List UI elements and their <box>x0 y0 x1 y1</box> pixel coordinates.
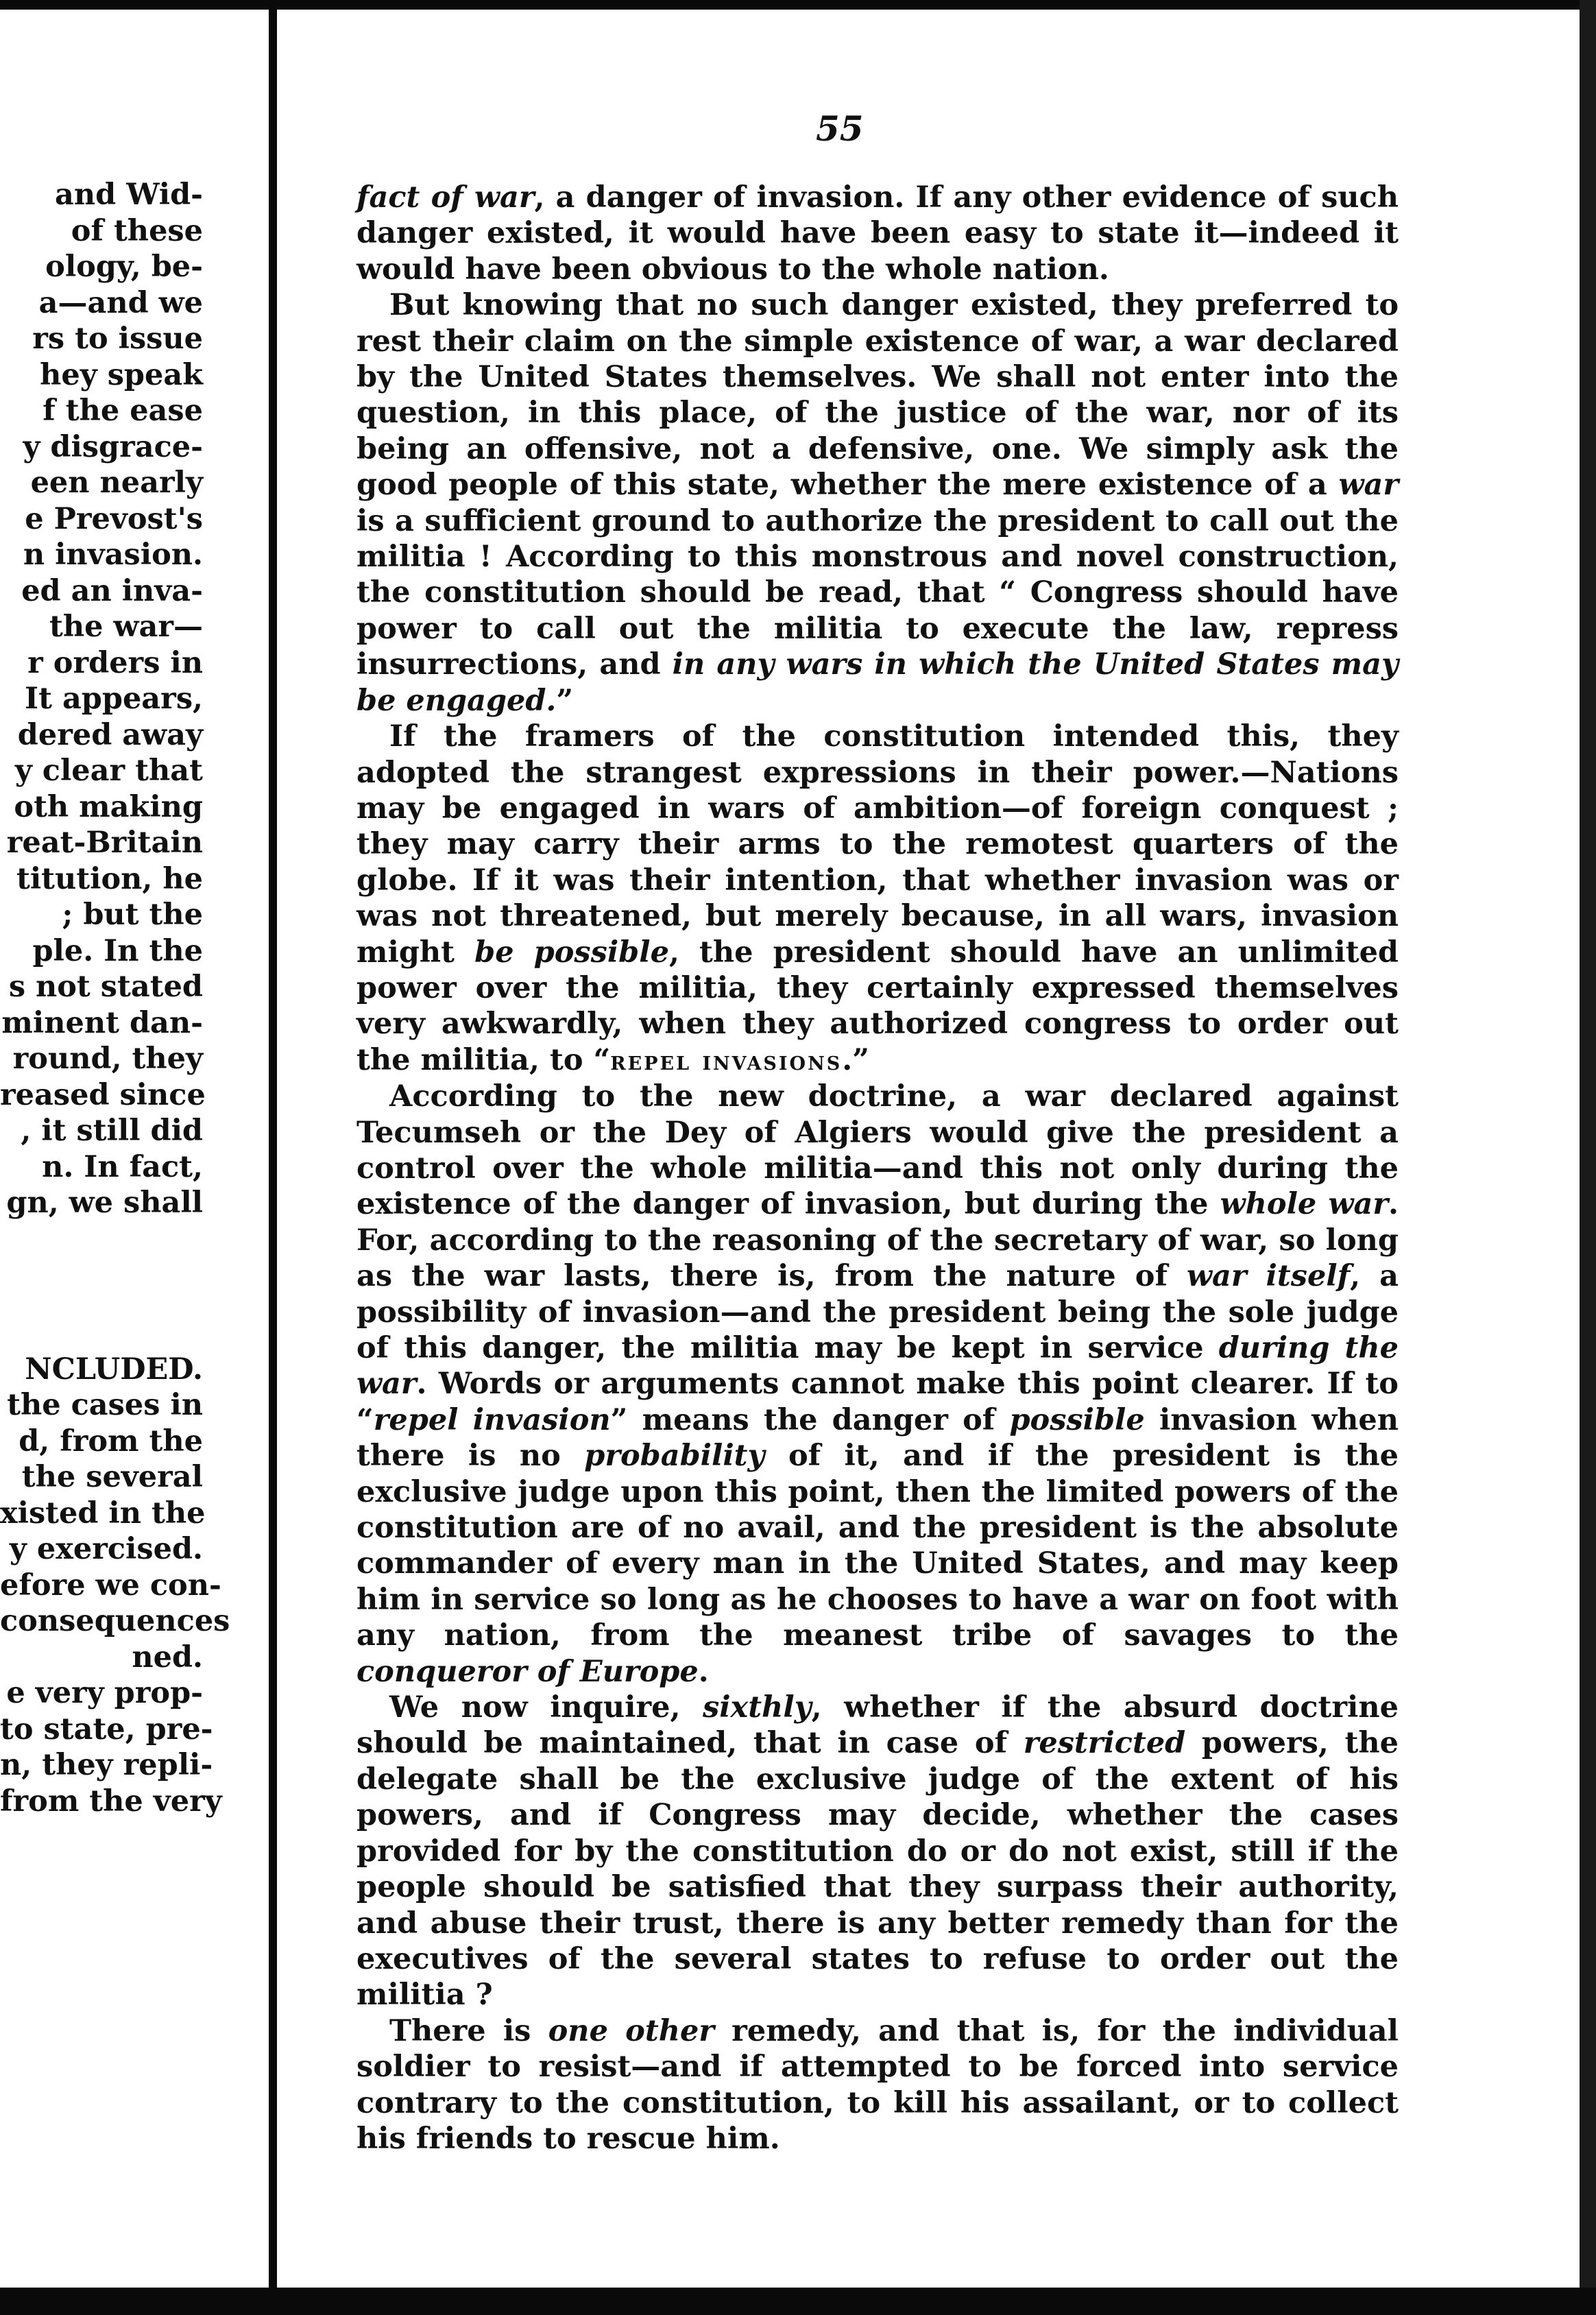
text-run: powers, the delegate shall be the exclusive judge of the extent of his powers, and if Congress may decide, whether the cases provided for by the constitution do or do not exist, still if the people should be satisfied that they surpass their authority, and abuse their trust, there is any better remedy than for the executives of the several states to refuse to order out the militia ? <box>356 1726 1399 2013</box>
page-body <box>356 180 1399 2157</box>
italic-phrase: probability <box>584 1439 765 1474</box>
scan-border-bottom <box>0 2288 1596 2315</box>
facing-page-line: of these <box>71 213 203 248</box>
paragraph-p3 <box>356 719 1399 1079</box>
facing-page-line: e very prop- <box>6 1676 203 1710</box>
facing-page-line: ology, be- <box>45 250 203 284</box>
facing-page-line: from the very <box>0 1784 222 1819</box>
italic-phrase: whole war <box>1220 1187 1389 1222</box>
facing-page-line: y exercised. <box>9 1532 203 1566</box>
paragraph-p6 <box>356 2013 1399 2157</box>
italic-phrase: restricted <box>1023 1726 1186 1761</box>
italic-phrase: during the war <box>356 1331 1399 1402</box>
facing-page-line: gn, we shall <box>6 1186 203 1220</box>
facing-page-line: minent dan- <box>1 1005 203 1040</box>
italic-phrase: war itself <box>1186 1259 1351 1294</box>
facing-page-line: reased since <box>0 1077 206 1112</box>
text-run: , the president should have an unlimited power over the militia, they certainly expressed themselves very awkwardly, when they authorized congress to order out the militia, to “ <box>356 935 1399 1077</box>
facing-page-line: , it still did <box>21 1114 203 1148</box>
facing-page-line: een nearly <box>30 466 203 500</box>
facing-page-line: y clear that <box>14 754 203 788</box>
text-run: , a danger of invasion. If any other evidence of such danger existed, it would have been easy to state it—indeed it would have been obvious to the whole nation. <box>356 180 1399 287</box>
text-run: ” <box>556 683 574 718</box>
facing-page-line: ned. <box>132 1640 203 1675</box>
page-edge-right <box>1580 0 1596 2288</box>
facing-page-line: ; but the <box>62 898 203 932</box>
facing-page-line: s not stated <box>8 970 203 1004</box>
facing-page-line: dered away <box>17 717 203 752</box>
paragraph-p2 <box>356 287 1399 719</box>
page-number: 55 <box>816 108 864 149</box>
facing-page-line: a—and we <box>38 285 203 320</box>
text-run: remedy, and that is, for the individual soldier to resist—and if attempted to be forced into service contrary to the constitution, to kill his assailant, or to collect his friends to rescue him. <box>356 2013 1399 2156</box>
book-gutter <box>269 0 277 2288</box>
italic-phrase: be possible <box>474 935 669 970</box>
facing-page-line: f the ease <box>43 394 203 428</box>
text-run: invasion when there is no <box>356 1402 1399 1474</box>
text-run: ” means the danger of <box>610 1402 1010 1437</box>
facing-page-fragment <box>0 177 267 1819</box>
paragraph-p4 <box>356 1079 1399 1690</box>
facing-page-line: n. In fact, <box>42 1149 203 1184</box>
facing-page-line: xisted in the <box>0 1496 206 1531</box>
text-run: , whether if the absurd doctrine should be maintained, that in case of <box>356 1690 1399 1761</box>
text-run: is a sufficient ground to authorize the president to call out the militia ! According to this monstrous and novel construction, the constitution should be read, that “ Congress should have power to call out the militia to execute the law, repress insurrections, and <box>356 503 1399 682</box>
text-run: According to the new doctrine, a war declared against Tecumseh or the Dey of Algiers would give the president a control over the whole militia—and this not only during the existence of the danger of invasion, but during the <box>356 1079 1399 1222</box>
facing-page-line: It appears, <box>25 682 203 716</box>
text-run: of it, and if the president is the exclusive judge upon this point, then the limited powers of the constitution are of no avail, and the president is the absolute commander of every man in the United States, and may keep him in service so long as he chooses to have a war on foot with any nation, from the meanest tribe of savages to the <box>356 1439 1399 1653</box>
facing-page-line: to state, pre- <box>0 1712 213 1747</box>
facing-page-line: n, they repli- <box>0 1748 213 1782</box>
scan-border-top <box>0 0 1596 10</box>
text-run: . Words or arguments cannot make this point clearer. If to “ <box>356 1367 1399 1437</box>
facing-page-line: the cases in <box>7 1388 203 1422</box>
facing-page-line: e Prevost's <box>25 501 203 536</box>
facing-page-line: y disgrace- <box>23 429 203 464</box>
facing-page-line: ple. In the <box>32 933 203 968</box>
facing-page-line: round, they <box>12 1042 203 1076</box>
facing-page-line: r orders in <box>27 645 203 680</box>
facing-page-line: ed an inva- <box>21 573 203 608</box>
paragraph-p1 <box>356 180 1399 287</box>
text-run: We now inquire, <box>389 1690 703 1725</box>
facing-page-line: the war— <box>49 610 203 644</box>
facing-page-line: and Wid- <box>55 178 203 212</box>
italic-phrase: one other <box>548 2013 714 2048</box>
facing-page-line: consequences <box>0 1604 230 1638</box>
text-run: . For, according to the reasoning of the secretary of war, so long as the war lasts, there is, from the nature of <box>356 1187 1399 1294</box>
facing-page-line: d, from the <box>19 1424 203 1459</box>
italic-phrase: conqueror of Europe <box>356 1654 699 1689</box>
text-run: .” <box>842 1042 869 1077</box>
italic-phrase: possible <box>1009 1402 1145 1437</box>
text-run: . <box>698 1654 709 1689</box>
text-run: If the framers of the constitution intended this, they adopted the strangest expressions in their power.—Nations may be engaged in wars of ambition—of foreign conquest ; they may carry their arms to the remotest quarters of the globe. If it was their intention, that whether invasion was or was not threatened, but merely because, in all wars, invasion might <box>356 719 1399 970</box>
facing-page-line: hey speak <box>40 357 203 392</box>
italic-phrase: war <box>1338 468 1399 503</box>
text-run: , a possibility of invasion—and the president being the sole judge of this danger, the militia may be kept in service <box>356 1259 1399 1365</box>
italic-phrase: repel invasion <box>373 1402 611 1437</box>
text-run: But knowing that no such danger existed, they preferred to rest their claim on the simple existence of war, a war declared by the United States themselves. We shall not enter into the question, in this place, of the justice of the war, nor of its being an offensive, not a defensive, one. We simply ask the good people of this state, whether the mere existence of a <box>356 288 1399 503</box>
facing-page-line: efore we con- <box>0 1568 221 1603</box>
text-run: There is <box>389 2013 548 2048</box>
facing-page-line: n invasion. <box>23 538 203 572</box>
paragraph-p5 <box>356 1690 1399 2013</box>
italic-phrase: in any wars in which the United States may be engaged. <box>356 647 1399 718</box>
italic-phrase: sixthly <box>703 1690 812 1725</box>
facing-page-line: NCLUDED. <box>25 1352 203 1387</box>
facing-page-line: oth making <box>14 789 203 824</box>
facing-page-line: the several <box>21 1460 203 1494</box>
small-caps-phrase: repel invasions <box>610 1044 843 1076</box>
facing-page-line: reat-Britain <box>6 826 203 860</box>
italic-phrase: fact of war <box>356 180 535 215</box>
facing-page-line: rs to issue <box>32 322 203 356</box>
facing-page-line: titution, he <box>16 861 203 896</box>
